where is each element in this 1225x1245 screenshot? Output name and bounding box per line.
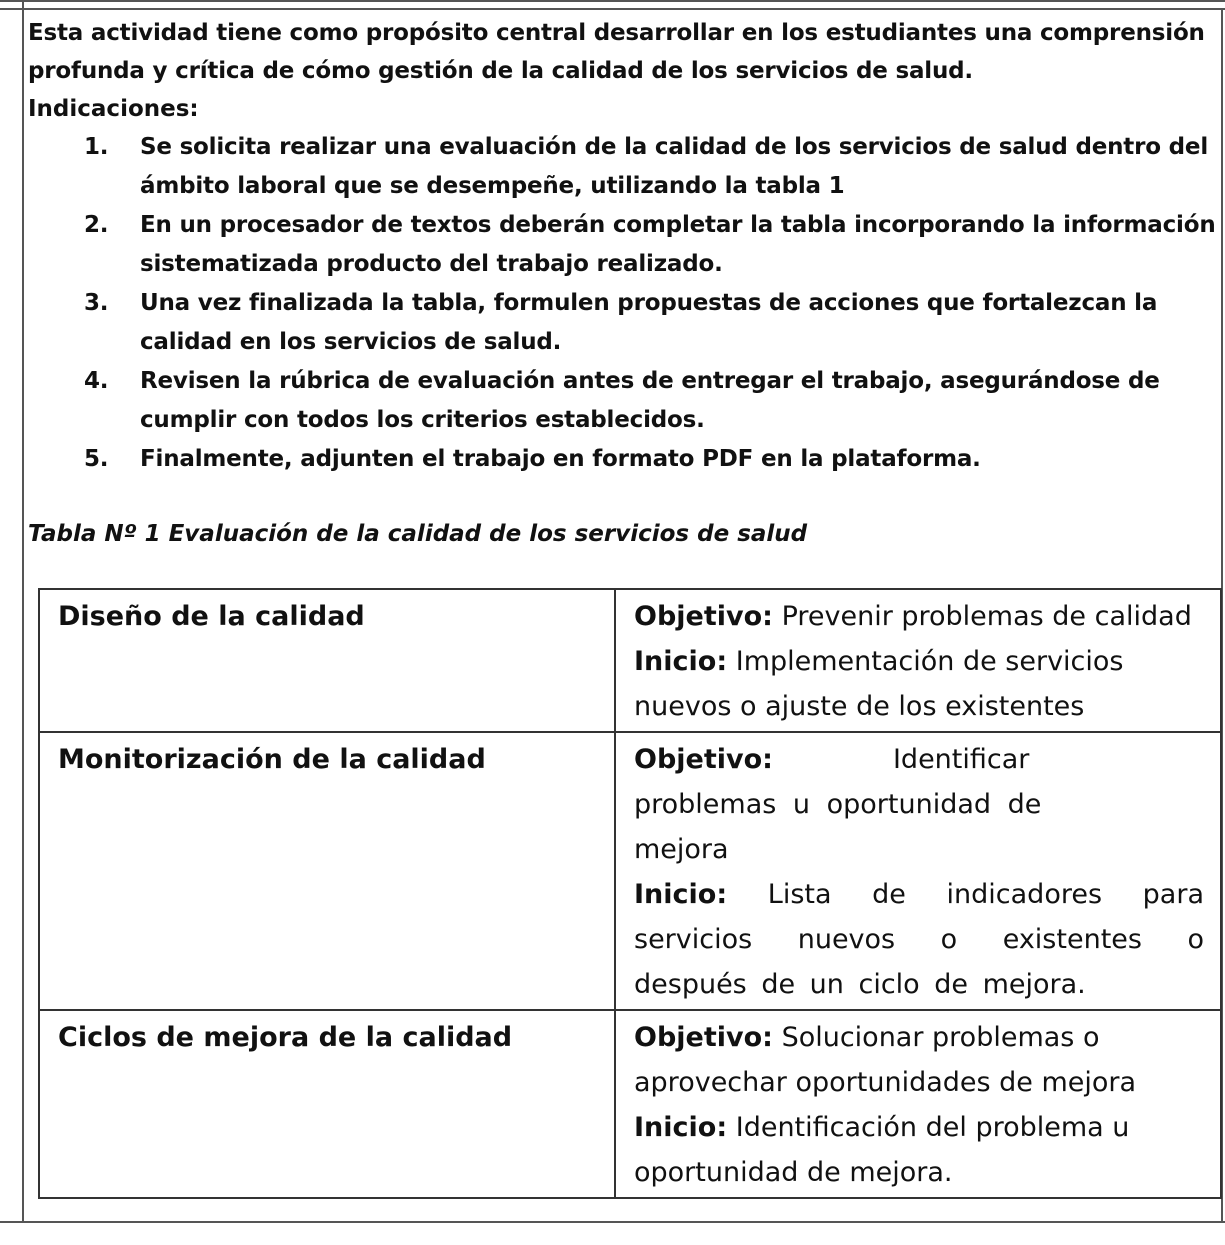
list-item-number: 2. [84, 212, 109, 238]
list-item-text: Finalmente, adjunten el trabajo en formato PDF en la plataforma. [140, 446, 981, 472]
start-label: Inicio: [634, 879, 728, 910]
stage-cell: Diseño de la calidad [39, 589, 615, 732]
list-item-number: 4. [84, 368, 109, 394]
start-block [634, 872, 1204, 1007]
table-row [39, 589, 1221, 732]
list-item [28, 284, 1218, 362]
left-margin-line [22, 0, 24, 1223]
list-item-text: Una vez finalizada la tabla, formulen propuestas de acciones que fortalezcan la calidad en los servicios de salud. [140, 290, 1158, 355]
list-item-text: Se solicita realizar una evaluación de la calidad de los servicios de salud dentro del ámbito laboral que se desempeñe, utilizando la tabla 1 [140, 134, 1209, 199]
indications-heading: Indicaciones: [28, 96, 199, 122]
list-item [28, 128, 1218, 206]
table-row [39, 732, 1221, 1010]
list-item [28, 362, 1218, 440]
objective-line [634, 737, 1204, 782]
stage-cell: Ciclos de mejora de la calidad [39, 1010, 615, 1198]
bottom-rule [0, 1221, 1225, 1223]
stage-cell: Monitorización de la calidad [39, 732, 615, 1010]
list-item-text: En un procesador de textos deberán completar la tabla incorporando la información sistematizada producto del trabajo realizado. [140, 212, 1216, 277]
objective-text: Prevenir problemas de calidad [781, 601, 1192, 632]
start-label: Inicio: [634, 1112, 728, 1143]
description-cell [615, 732, 1221, 1010]
objective-label: Objetivo: [634, 744, 773, 775]
instruction-list [28, 128, 1218, 479]
objective-label: Objetivo: [634, 601, 773, 632]
start-text: Identificación del problema u oportunidad de mejora. [634, 1112, 1130, 1188]
intro-paragraph: Esta actividad tiene como propósito central desarrollar en los estudiantes una comprensión profunda y crítica de cómo gestión de la calidad de los servicios de salud. [28, 20, 1205, 84]
table-caption: Tabla Nº 1 Evaluación de la calidad de los servicios de salud [28, 521, 808, 547]
document-content [28, 14, 1218, 553]
quality-evaluation-table [38, 588, 1222, 1199]
list-item-text: Revisen la rúbrica de evaluación antes de entregar el trabajo, asegurándose de cumplir con todos los criterios establecidos. [140, 368, 1160, 433]
start-text: Implementación de servicios nuevos o ajuste de los existentes [634, 646, 1124, 722]
list-item-number: 1. [84, 134, 109, 160]
objective-word: Identificar [892, 744, 1030, 775]
objective-text: Solucionar problemas o aprovechar oportunidades de mejora [634, 1022, 1137, 1098]
list-item [28, 206, 1218, 284]
start-text: Lista de indicadores para servicios nuevos o existentes o después de un ciclo de mejora. [634, 879, 1204, 1000]
list-item-number: 3. [84, 290, 109, 316]
objective-text: problemas u oportunidad de mejora [634, 789, 1042, 865]
description-cell [615, 589, 1221, 732]
table-row [39, 1010, 1221, 1198]
start-label: Inicio: [634, 646, 728, 677]
objective-label: Objetivo: [634, 1022, 773, 1053]
list-item-number: 5. [84, 446, 109, 472]
top-rule-inner [0, 8, 1225, 10]
description-cell [615, 1010, 1221, 1198]
top-rule [0, 0, 1225, 2]
list-item [28, 440, 1218, 479]
